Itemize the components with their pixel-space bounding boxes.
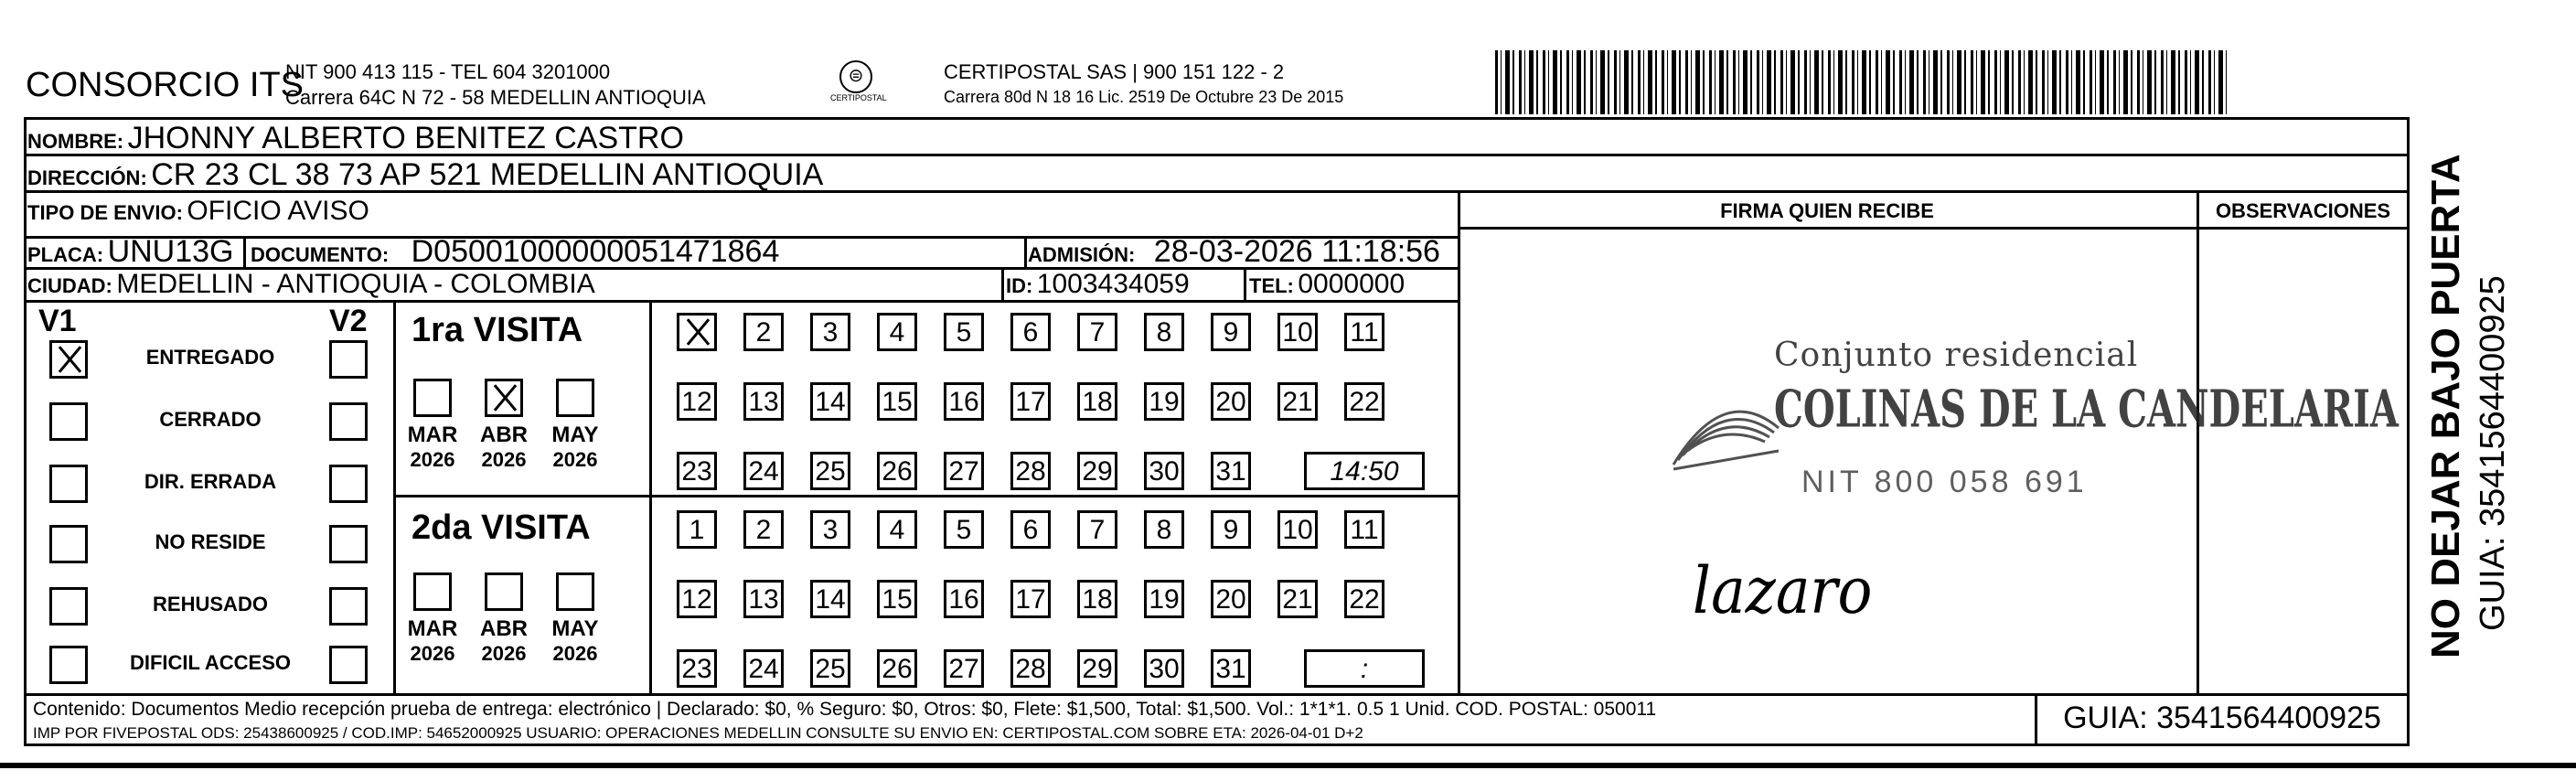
city-label: CIUDAD: bbox=[27, 274, 112, 297]
day-number: 13 bbox=[748, 584, 779, 615]
document-value: D05001000000051471864 bbox=[411, 234, 780, 269]
day-box[interactable] bbox=[1077, 313, 1117, 351]
day-box[interactable] bbox=[1277, 382, 1318, 421]
day-box[interactable] bbox=[677, 649, 717, 688]
month-label: MAR bbox=[407, 423, 458, 447]
day-number: 27 bbox=[948, 654, 979, 684]
stamp-line3: NIT 800 058 691 bbox=[1801, 465, 2088, 499]
id-label: ID: bbox=[1006, 274, 1033, 297]
observations-header: OBSERVACIONES bbox=[2215, 199, 2391, 222]
day-number: 15 bbox=[882, 387, 913, 417]
day-box[interactable] bbox=[743, 580, 784, 618]
day-box[interactable] bbox=[1211, 452, 1251, 490]
day-number: 27 bbox=[948, 456, 979, 487]
day-number: 19 bbox=[1149, 387, 1180, 417]
name-label: NOMBRE: bbox=[27, 130, 124, 153]
city-value: MEDELLIN - ANTIOQUIA - COLOMBIA bbox=[116, 269, 595, 299]
year-label: 2026 bbox=[552, 448, 598, 471]
year-label: 2026 bbox=[552, 642, 598, 665]
day-box[interactable] bbox=[1144, 313, 1184, 351]
day-number: 17 bbox=[1015, 387, 1046, 417]
day-box[interactable] bbox=[1144, 382, 1184, 421]
company-nit: NIT 900 413 115 - TEL 604 3201000 bbox=[285, 60, 611, 83]
day-number: 16 bbox=[948, 387, 979, 417]
day-box[interactable] bbox=[877, 313, 917, 351]
id-value: 1003434059 bbox=[1036, 269, 1190, 299]
month-checkbox[interactable] bbox=[556, 572, 594, 611]
stamp-line2: COLINAS DE LA CANDELARIA bbox=[1774, 379, 2399, 440]
v1-checkbox[interactable] bbox=[49, 525, 88, 563]
day-box[interactable] bbox=[1144, 649, 1184, 688]
day-number: 1 bbox=[689, 515, 705, 545]
plate-label: PLACA: bbox=[27, 243, 104, 266]
day-box[interactable] bbox=[743, 510, 784, 549]
day-number: 28 bbox=[1015, 654, 1046, 684]
day-box[interactable] bbox=[944, 510, 984, 549]
month-label: ABR bbox=[480, 423, 528, 447]
v2-checkbox[interactable] bbox=[329, 587, 368, 626]
day-box[interactable] bbox=[1077, 382, 1117, 421]
month-label: ABR bbox=[480, 616, 528, 641]
v2-label: V2 bbox=[329, 304, 368, 338]
status-option-label: DIR. ERRADA bbox=[144, 470, 277, 493]
status-option-label: NO RESIDE bbox=[155, 530, 266, 553]
tel-value: 0000000 bbox=[1298, 269, 1406, 299]
day-number: 23 bbox=[681, 654, 712, 684]
day-box[interactable] bbox=[677, 313, 717, 351]
day-number: 11 bbox=[1350, 317, 1379, 348]
day-number: 5 bbox=[956, 317, 972, 348]
day-number: 4 bbox=[889, 515, 905, 545]
v1-checkbox[interactable] bbox=[49, 587, 88, 626]
day-number: 10 bbox=[1282, 515, 1313, 545]
day-box[interactable] bbox=[743, 649, 784, 688]
day-box[interactable] bbox=[1211, 510, 1251, 549]
day-box[interactable] bbox=[944, 580, 984, 618]
residential-stamp bbox=[1664, 337, 2399, 519]
day-number: 23 bbox=[681, 456, 712, 487]
day-box[interactable] bbox=[1077, 510, 1117, 549]
day-number: 25 bbox=[815, 456, 846, 487]
month-label: MAY bbox=[551, 616, 599, 641]
day-box[interactable] bbox=[877, 452, 917, 490]
day-number: 19 bbox=[1149, 584, 1180, 615]
day-number: 4 bbox=[889, 317, 905, 348]
shipment-type: OFICIO AVISO bbox=[187, 196, 369, 226]
month-label: MAY bbox=[551, 423, 599, 447]
day-number: 30 bbox=[1149, 654, 1180, 684]
day-box[interactable] bbox=[810, 313, 850, 351]
day-box[interactable] bbox=[677, 580, 717, 618]
day-number: 5 bbox=[956, 515, 972, 545]
company-address: Carrera 64C N 72 - 58 MEDELLIN ANTIOQUIA bbox=[285, 86, 706, 109]
v1-checkbox[interactable] bbox=[49, 340, 88, 379]
day-box[interactable] bbox=[1077, 649, 1117, 688]
type-label: TIPO DE ENVIO: bbox=[27, 201, 183, 224]
fan-stamp-icon bbox=[1664, 373, 1783, 492]
day-box[interactable] bbox=[1344, 580, 1384, 618]
day-box[interactable] bbox=[810, 649, 850, 688]
checkmark-x-icon bbox=[491, 385, 517, 411]
bottom-edge bbox=[0, 763, 2576, 768]
month-checkbox[interactable] bbox=[485, 572, 523, 611]
day-number: 31 bbox=[1215, 456, 1246, 487]
day-number: 18 bbox=[1082, 584, 1113, 615]
day-number: 9 bbox=[1223, 515, 1239, 545]
v2-checkbox[interactable] bbox=[329, 646, 368, 684]
day-box[interactable] bbox=[877, 510, 917, 549]
v2-checkbox[interactable] bbox=[329, 402, 368, 441]
day-number: 15 bbox=[882, 584, 913, 615]
day-box[interactable] bbox=[944, 452, 984, 490]
day-number: 29 bbox=[1082, 654, 1113, 684]
day-box[interactable] bbox=[877, 382, 917, 421]
day-number: 10 bbox=[1282, 317, 1313, 348]
time-box[interactable]: : bbox=[1304, 649, 1425, 688]
month-checkbox[interactable] bbox=[413, 379, 452, 417]
courier-license: Carrera 80d N 18 16 Lic. 2519 De Octubre 23 De 2015 bbox=[944, 88, 1344, 106]
day-number: 30 bbox=[1149, 456, 1180, 487]
status-option-label: CERRADO bbox=[159, 408, 262, 431]
checkmark-x-icon bbox=[683, 319, 711, 345]
day-number: 25 bbox=[815, 654, 846, 684]
day-box[interactable] bbox=[1344, 382, 1384, 421]
day-box[interactable] bbox=[1010, 452, 1051, 490]
day-box[interactable] bbox=[677, 452, 717, 490]
day-number: 31 bbox=[1215, 654, 1246, 684]
day-box[interactable] bbox=[944, 313, 984, 351]
status-option-label: REHUSADO bbox=[153, 593, 268, 615]
year-label: 2026 bbox=[410, 448, 455, 471]
status-option-label: DIFICIL ACCESO bbox=[129, 651, 291, 674]
month-checkbox[interactable] bbox=[556, 379, 594, 417]
day-box[interactable] bbox=[1277, 580, 1318, 618]
day-box[interactable] bbox=[1277, 313, 1318, 351]
day-box[interactable] bbox=[1211, 649, 1251, 688]
day-box[interactable] bbox=[1211, 313, 1251, 351]
day-box[interactable] bbox=[743, 382, 784, 421]
day-number: 24 bbox=[748, 456, 779, 487]
day-box[interactable] bbox=[1010, 580, 1051, 618]
day-box[interactable] bbox=[1010, 313, 1051, 351]
year-label: 2026 bbox=[481, 642, 527, 665]
day-number: 26 bbox=[882, 654, 913, 684]
day-number: 6 bbox=[1022, 317, 1039, 348]
day-number: 14 bbox=[815, 584, 846, 615]
footer-print-info: IMP POR FIVEPOSTAL ODS: 25438600925 / COD.IMP: 54652000925 USUARIO: OPERACIONES MEDELLIN CONSULTE SU ENVIO EN: CERTIPOSTAL.COM SOBRE ETA: 2026-04-01 D+2 bbox=[33, 724, 1363, 742]
day-number: 28 bbox=[1015, 456, 1046, 487]
admission-label: ADMISIÓN: bbox=[1028, 243, 1136, 266]
day-number: 13 bbox=[748, 387, 779, 417]
day-number: 26 bbox=[882, 456, 913, 487]
day-box[interactable] bbox=[944, 382, 984, 421]
day-number: 24 bbox=[748, 654, 779, 684]
day-box[interactable] bbox=[810, 580, 850, 618]
v1-checkbox[interactable] bbox=[49, 465, 88, 503]
logo-text: CERTIPOSTAL bbox=[830, 93, 887, 102]
year-label: 2026 bbox=[410, 642, 455, 665]
day-box[interactable] bbox=[743, 452, 784, 490]
v2-checkbox[interactable] bbox=[329, 340, 368, 379]
month-label: MAR bbox=[407, 616, 458, 641]
stamp-line1: Conjunto residencial bbox=[1774, 337, 2139, 374]
day-box[interactable] bbox=[1144, 452, 1184, 490]
year-label: 2026 bbox=[481, 448, 527, 471]
day-number: 21 bbox=[1282, 584, 1313, 615]
day-box[interactable] bbox=[1277, 510, 1318, 549]
day-number: 18 bbox=[1082, 387, 1113, 417]
side-warning: NO DEJAR BAJO PUERTA bbox=[2423, 154, 2468, 658]
day-box[interactable] bbox=[677, 510, 717, 549]
day-box[interactable] bbox=[810, 510, 850, 549]
plate-value: UNU13G bbox=[107, 234, 234, 269]
day-box[interactable] bbox=[1144, 510, 1184, 549]
certipostal-logo-icon: ⊜ bbox=[839, 60, 872, 93]
day-number: 12 bbox=[681, 584, 712, 615]
address-label: DIRECCIÓN: bbox=[27, 166, 147, 189]
tel-label: TEL: bbox=[1249, 274, 1294, 297]
day-number: 2 bbox=[755, 317, 772, 348]
recipient-address: CR 23 CL 38 73 AP 521 MEDELLIN ANTIOQUIA bbox=[151, 157, 824, 192]
barcode bbox=[1495, 50, 2227, 114]
day-box[interactable] bbox=[1344, 510, 1384, 549]
day-number: 14 bbox=[815, 387, 846, 417]
day-box[interactable] bbox=[677, 382, 717, 421]
v1-checkbox[interactable] bbox=[49, 646, 88, 684]
day-number: 3 bbox=[822, 317, 839, 348]
recipient-name: JHONNY ALBERTO BENITEZ CASTRO bbox=[127, 121, 684, 155]
day-number: 21 bbox=[1282, 387, 1313, 417]
day-box[interactable] bbox=[1077, 580, 1117, 618]
day-number: 7 bbox=[1089, 317, 1106, 348]
day-number: 16 bbox=[948, 584, 979, 615]
day-number: 20 bbox=[1215, 584, 1246, 615]
month-checkbox[interactable] bbox=[413, 572, 452, 611]
footer-guia: GUIA: 3541564400925 bbox=[2063, 701, 2381, 735]
company-name: CONSORCIO ITS bbox=[26, 66, 305, 104]
visit2-title: 2da VISITA bbox=[412, 508, 591, 547]
day-box[interactable] bbox=[1344, 313, 1384, 351]
day-number: 17 bbox=[1015, 584, 1046, 615]
day-box[interactable] bbox=[944, 649, 984, 688]
courier-name: CERTIPOSTAL SAS | 900 151 122 - 2 bbox=[944, 60, 1285, 83]
status-option-label: ENTREGADO bbox=[145, 346, 275, 369]
day-box[interactable] bbox=[877, 580, 917, 618]
day-number: 22 bbox=[1349, 584, 1380, 615]
signature-header: FIRMA QUIEN RECIBE bbox=[1720, 199, 1934, 222]
day-box[interactable] bbox=[1010, 382, 1051, 421]
day-number: 6 bbox=[1022, 515, 1039, 545]
footer-contents: Contenido: Documentos Medio recepción prueba de entrega: electrónico | Declarado: $0, % Seguro: $0, Otros: $0, Flete: $1,500, Total: $1,500. Vol.: 1*1*1. 0.5 1 Unid. COD. POSTAL: 050011 bbox=[33, 699, 1657, 720]
day-number: 7 bbox=[1089, 515, 1106, 545]
v2-checkbox[interactable] bbox=[329, 465, 368, 503]
v2-checkbox[interactable] bbox=[329, 525, 368, 563]
admission-value: 28-03-2026 11:18:56 bbox=[1153, 234, 1440, 269]
checkmark-x-icon bbox=[56, 347, 81, 372]
v1-label: V1 bbox=[38, 304, 77, 338]
day-number: 11 bbox=[1350, 515, 1379, 545]
day-box[interactable] bbox=[1211, 580, 1251, 618]
day-number: 22 bbox=[1349, 387, 1380, 417]
v1-checkbox[interactable] bbox=[49, 402, 88, 441]
day-number: 29 bbox=[1082, 456, 1113, 487]
day-box[interactable] bbox=[810, 452, 850, 490]
day-box[interactable] bbox=[743, 313, 784, 351]
day-box[interactable] bbox=[1010, 649, 1051, 688]
day-box[interactable] bbox=[1144, 580, 1184, 618]
day-number: 8 bbox=[1156, 317, 1172, 348]
day-box[interactable] bbox=[1010, 510, 1051, 549]
day-number: 12 bbox=[681, 387, 712, 417]
day-number: 20 bbox=[1215, 387, 1246, 417]
day-box[interactable] bbox=[877, 649, 917, 688]
day-number: 3 bbox=[822, 515, 839, 545]
document-label: DOCUMENTO: bbox=[251, 243, 390, 266]
time-box[interactable]: 14:50 bbox=[1304, 452, 1425, 490]
day-number: 8 bbox=[1156, 515, 1172, 545]
visit1-title: 1ra VISITA bbox=[412, 311, 583, 349]
day-box[interactable] bbox=[810, 382, 850, 421]
day-box[interactable] bbox=[1211, 382, 1251, 421]
month-checkbox[interactable] bbox=[485, 379, 523, 417]
handwritten-signature: lazaro bbox=[1692, 553, 1873, 628]
day-number: 2 bbox=[755, 515, 772, 545]
side-guia: GUIA: 3541564400925 bbox=[2474, 275, 2512, 631]
day-number: 9 bbox=[1223, 317, 1239, 348]
day-box[interactable] bbox=[1077, 452, 1117, 490]
